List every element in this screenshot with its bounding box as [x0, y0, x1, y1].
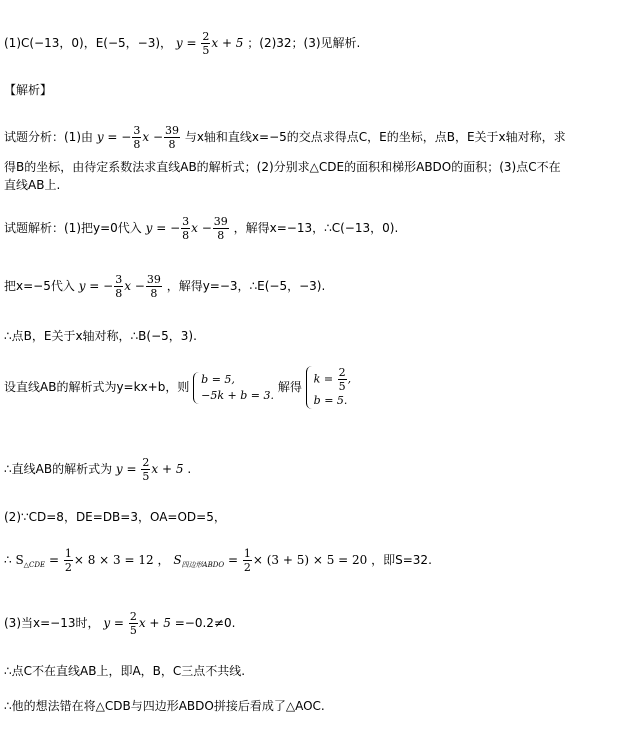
- solution-line-6: (2)∵CD=8，DE=DB=3，OA=OD=5，: [4, 510, 226, 524]
- answer-line: [4, 30, 360, 57]
- solution-line-1-b: ，解得x=−13，∴C(−13，0).: [233, 221, 399, 235]
- expr-y: y = −: [145, 221, 181, 235]
- fraction-3-8: [114, 273, 123, 300]
- expr-mid: x −: [124, 279, 145, 293]
- frac-num: 1: [243, 547, 251, 560]
- fraction-half: [243, 547, 252, 574]
- frac-den: 5: [202, 44, 210, 57]
- solution-line-7-end: ，即S=32.: [371, 553, 432, 567]
- eq-tail: x + 5: [211, 36, 244, 50]
- eq-sign: =: [113, 616, 124, 630]
- system-row: b = 5,: [201, 372, 235, 386]
- eq-sign: =: [48, 553, 60, 567]
- area-abdo: [173, 547, 371, 574]
- frac-den: 2: [64, 561, 72, 574]
- eq-y: y: [103, 616, 111, 630]
- solution-line-4-b: 解得: [277, 380, 302, 394]
- frac-num: 2: [129, 610, 137, 623]
- solution-line-5-a: ∴直线AB的解析式为: [4, 462, 113, 476]
- fraction-two-fifths: [338, 366, 347, 393]
- solution-line-8-a: (3)当x=−13时，: [4, 616, 100, 630]
- frac-den: 8: [164, 137, 180, 151]
- fraction-two-fifths: [141, 456, 150, 483]
- subscript: △CDE: [23, 561, 46, 569]
- brace: [306, 366, 313, 409]
- eq-sign: =: [126, 462, 137, 476]
- answer-text-a: (1)C(−13，0)，E(−5，−3)，: [4, 36, 173, 50]
- solution-line-2-b: ，解得y=−3，∴E(−5，−3).: [166, 279, 326, 293]
- fraction-half: [64, 547, 73, 574]
- frac-num: 39: [213, 215, 228, 228]
- frac-den: 5: [338, 380, 346, 393]
- system-row: [314, 366, 351, 393]
- expr-y: y = −: [78, 279, 114, 293]
- frac-num: 3: [115, 273, 123, 286]
- frac-num: 3: [133, 124, 141, 137]
- fraction-3-8: [132, 124, 141, 151]
- row-a: k =: [313, 372, 334, 386]
- answer-text-b: ；(2)32；(3)见解析.: [247, 36, 361, 50]
- expr-y: y = −: [96, 130, 132, 144]
- frac-den: 8: [133, 138, 141, 151]
- frac-den: 2: [243, 561, 251, 574]
- eq-sign: =: [186, 36, 197, 50]
- area-abdo-rest: × (3 + 5) × 5 = 20: [252, 553, 368, 567]
- system-row: −5k + b = 3.: [201, 388, 274, 402]
- analysis-line-1: [4, 124, 566, 151]
- solution-line-5-expr: [115, 456, 187, 483]
- frac-den: 8: [213, 228, 229, 242]
- eq-tail: x + 5: [151, 462, 184, 476]
- brace: [193, 372, 200, 404]
- solution-line-1-a: 试题解析：(1)把y=0代入: [4, 221, 142, 235]
- area-cde-rest: × 8 × 3 = 12: [73, 553, 154, 567]
- eq-sign: =: [227, 553, 238, 567]
- frac-den: 8: [146, 286, 162, 300]
- solution-line-5: [4, 456, 191, 483]
- separator: ，: [157, 553, 170, 567]
- solution-line-8-b: =−0.2≠0.: [174, 616, 236, 630]
- expr-mid: x −: [191, 221, 212, 235]
- fraction-two-fifths: [201, 30, 210, 57]
- s-symbol: S: [173, 553, 182, 567]
- analysis-heading: 【解析】: [4, 83, 53, 97]
- frac-num: 3: [182, 215, 190, 228]
- area-cde: [4, 547, 157, 574]
- s-symbol: ∴ S: [4, 553, 24, 567]
- solution-line-10: ∴他的想法错在将△CDB与四边形ABDO拼接后看成了△AOC.: [4, 699, 325, 713]
- solution-line-7: [4, 547, 432, 574]
- subscript: 四边形ABDO: [181, 561, 225, 569]
- solution-line-4: [4, 366, 351, 409]
- fraction-3-8: [181, 215, 190, 242]
- eq-y: y: [115, 462, 123, 476]
- expr-mid: x −: [142, 130, 163, 144]
- solution-line-9: ∴点C不在直线AB上，即A，B，C三点不共线.: [4, 664, 246, 678]
- equation-system-2: [306, 366, 351, 409]
- analysis-label: 试题分析：(1)由: [4, 130, 93, 144]
- analysis-line-2: 得B的坐标，由待定系数法求直线AB的解析式；(2)分别求△CDE的面积和梯形ABDO的面积；(3)点C不在: [4, 160, 561, 174]
- fraction-39-8: [164, 124, 180, 151]
- solution-line-1-expr: [145, 215, 234, 242]
- solution-line-4-a: 设直线AB的解析式为y=kx+b，则: [4, 380, 190, 394]
- system-row: b = 5.: [313, 394, 348, 407]
- analysis-expression: [96, 124, 185, 151]
- solution-line-3: ∴点B，E关于x轴对称，∴B(−5，3).: [4, 329, 197, 343]
- row-b: ,: [347, 372, 352, 386]
- answer-equation: [175, 30, 247, 57]
- solution-line-5-b: .: [187, 462, 192, 476]
- solution-line-1: [4, 215, 398, 242]
- solution-line-8-expr: [103, 610, 174, 637]
- analysis-line-3: 直线AB上.: [4, 178, 61, 192]
- solution-line-2-a: 把x=−5代入: [4, 279, 75, 293]
- frac-den: 5: [142, 470, 150, 483]
- eq-y: y: [175, 36, 183, 50]
- solution-line-2: [4, 273, 325, 300]
- frac-num: 2: [142, 456, 150, 469]
- solution-line-2-expr: [78, 273, 167, 300]
- fraction-39-8: [213, 215, 229, 242]
- frac-den: 5: [129, 624, 137, 637]
- frac-num: 39: [165, 124, 179, 137]
- fraction-39-8: [146, 273, 162, 300]
- analysis-text-1: 与x轴和直线x=−5的交点求得点C，E的坐标，点B，E关于x轴对称，求: [184, 130, 566, 144]
- frac-num: 1: [64, 547, 72, 560]
- frac-num: 2: [202, 30, 210, 43]
- eq-tail: x + 5: [138, 616, 171, 630]
- frac-num: 2: [338, 366, 346, 379]
- frac-num: 39: [146, 273, 161, 286]
- equation-system-1: [193, 372, 274, 404]
- solution-line-8: [4, 610, 235, 637]
- fraction-two-fifths: [129, 610, 138, 637]
- frac-den: 8: [182, 229, 190, 242]
- frac-den: 8: [115, 287, 123, 300]
